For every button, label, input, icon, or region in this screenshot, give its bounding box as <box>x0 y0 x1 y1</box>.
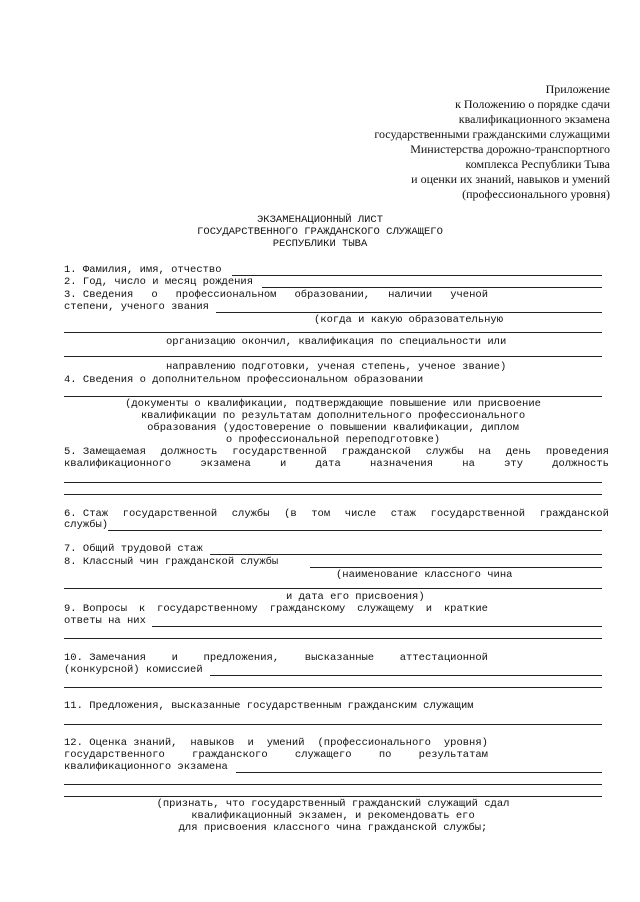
document-title <box>0 214 640 250</box>
word: гражданской <box>539 508 609 520</box>
field-5-fill-line[interactable] <box>64 494 602 495</box>
field-1-fill-line[interactable] <box>232 275 602 276</box>
word: и <box>247 737 254 749</box>
title-line: ЭКЗАМЕНАЦИОННЫЙ ЛИСТ <box>256 214 384 226</box>
word: проведения <box>545 446 609 458</box>
word: умений <box>266 737 305 749</box>
word: (в <box>284 508 297 520</box>
word: службы <box>425 446 464 458</box>
field-8-hint: и дата его присвоения) <box>286 591 425 603</box>
word: день <box>505 446 532 458</box>
word: образовании, <box>294 289 371 301</box>
appendix-line: государственными гражданскими служащими <box>374 127 610 141</box>
word: государственной <box>122 508 218 520</box>
word: и <box>280 458 287 470</box>
field-5-label <box>64 446 609 458</box>
word: 12. Оценка знаний, <box>64 737 178 749</box>
word: гражданской <box>341 446 411 458</box>
word: назначения <box>370 458 434 470</box>
field-10-fill-line[interactable] <box>64 687 602 688</box>
word: результатам <box>418 749 488 761</box>
word: том <box>311 508 331 520</box>
word: высказанные <box>304 652 375 664</box>
field-12-label-line2 <box>64 749 488 761</box>
word: краткие <box>443 603 488 615</box>
word: предложения, <box>203 652 280 664</box>
word: 3. Сведения <box>64 289 134 301</box>
appendix-line: Министерства дорожно-транспортного <box>410 142 610 156</box>
field-8-hint: (наименование классного чина <box>336 569 513 581</box>
title-line: ГОСУДАРСТВЕННОГО ГРАЖДАНСКОГО СЛУЖАЩЕГО <box>197 226 443 238</box>
word: уровня) <box>443 737 488 749</box>
appendix-line: (профессионального уровня) <box>462 187 610 201</box>
word: наличии <box>388 289 433 301</box>
word: ученой <box>450 289 488 301</box>
word: государственной <box>430 508 526 520</box>
field-3-hint: организацию окончил, квалификация по специальности или <box>166 336 507 348</box>
field-2-fill-line[interactable] <box>262 287 602 288</box>
field-12-hint <box>64 798 602 834</box>
field-5-label-line2 <box>64 458 609 470</box>
word: профессиональном <box>175 289 277 301</box>
field-9-label <box>64 603 488 615</box>
hint-line: квалификационный экзамен, и рекомендовать его <box>191 810 475 822</box>
field-3-label-line2: степени, ученого звания <box>64 301 209 313</box>
word: навыков <box>190 737 235 749</box>
field-10-label <box>64 652 488 664</box>
word: 6. Стаж <box>64 508 109 520</box>
word: на <box>462 458 475 470</box>
word: числе <box>344 508 377 520</box>
field-12-fill-line[interactable] <box>64 796 602 797</box>
word: гражданского <box>192 749 268 761</box>
field-4-label: 4. Сведения о дополнительном профессиональном образовании <box>64 374 424 386</box>
hint-line: о профессиональной переподготовке) <box>225 434 441 446</box>
field-12-fill-line[interactable] <box>64 784 602 785</box>
field-3-hint: (когда и какую образовательную <box>314 314 504 326</box>
appendix-header <box>374 82 610 202</box>
word: (профессионального <box>317 737 431 749</box>
field-10-label-line2: (конкурсной) комиссией <box>64 664 203 676</box>
field-4-hint <box>64 398 602 446</box>
appendix-line: квалификационного экзамена <box>458 112 610 126</box>
word: служащему <box>357 603 414 615</box>
field-6-fill-line[interactable] <box>108 530 602 531</box>
field-2-label: 2. Год, число и месяц рождения <box>64 276 254 288</box>
word: аттестационной <box>399 652 488 664</box>
appendix-line: к Положению о порядке сдачи <box>455 97 610 111</box>
word: квалификационного <box>64 458 172 470</box>
field-12-fill-line[interactable] <box>236 772 602 773</box>
field-9-label-line2: ответы на них <box>64 615 146 627</box>
appendix-line: комплекса Республики Тыва <box>465 157 610 171</box>
word: гражданскому <box>269 603 346 615</box>
field-6-label-line2: службы) <box>64 519 109 531</box>
appendix-line: Приложение <box>545 82 610 96</box>
appendix-line: и оценки их знаний, навыков и умений <box>411 172 610 186</box>
field-10-fill-line[interactable] <box>210 675 602 676</box>
field-8-fill-line[interactable] <box>64 588 602 589</box>
field-9-fill-line[interactable] <box>64 638 602 639</box>
word: 10. Замечания <box>64 652 146 664</box>
hint-line: квалификации по результатам дополнительного профессионального <box>140 410 526 422</box>
word: эту <box>504 458 524 470</box>
word: должность <box>160 446 218 458</box>
word: должность <box>552 458 609 470</box>
hint-line: (признать, что государственный гражданский служащий сдал <box>156 798 510 810</box>
field-3-fill-line[interactable] <box>64 332 602 333</box>
word: на <box>478 446 492 458</box>
word: службы <box>231 508 270 520</box>
word: по <box>378 749 392 761</box>
word: государственному <box>157 603 258 615</box>
word: стаж <box>390 508 416 520</box>
word: государственного <box>64 749 165 761</box>
field-3-label <box>64 289 488 301</box>
field-8-fill-line[interactable] <box>310 567 602 568</box>
field-7-label: 7. Общий трудовой стаж <box>64 543 203 555</box>
field-3-fill-line[interactable] <box>64 356 602 357</box>
word: государственной <box>232 446 327 458</box>
hint-line: для присвоения классного чина гражданской службы; <box>178 822 488 834</box>
word: к <box>138 603 146 615</box>
field-8-label: 8. Классный чин гражданской службы <box>64 556 279 568</box>
hint-line: (документы о квалификации, подтверждающие повышение или присвоение <box>125 398 541 410</box>
field-11-label: 11. Предложения, высказанные государственным гражданским служащим <box>64 700 474 712</box>
field-11-fill-line[interactable] <box>64 724 602 725</box>
word: и <box>425 603 433 615</box>
word: 9. Вопросы <box>64 603 128 615</box>
field-9-fill-line[interactable] <box>152 626 602 627</box>
field-5-fill-line[interactable] <box>64 482 602 483</box>
field-3-fill-line[interactable] <box>216 312 602 313</box>
title-line: РЕСПУБЛИКИ ТЫВА <box>272 238 368 250</box>
field-4-fill-line[interactable] <box>64 396 602 397</box>
field-12-label-line3: квалификационного экзамена <box>64 761 228 773</box>
word: и <box>171 652 178 664</box>
field-6-label <box>64 508 609 520</box>
word: дата <box>315 458 341 470</box>
field-7-fill-line[interactable] <box>210 554 602 555</box>
field-3-hint: направлению подготовки, ученая степень, ученое звание) <box>166 361 507 373</box>
hint-line: образования (удостоверение о повышении квалификации, диплом <box>147 422 519 434</box>
field-12-label <box>64 737 488 749</box>
word: 5. Замещаемая <box>64 446 146 458</box>
word: служащего <box>294 749 352 761</box>
word: о <box>151 289 158 301</box>
field-1-label: 1. Фамилия, имя, отчество <box>64 264 222 276</box>
word: экзамена <box>200 458 251 470</box>
